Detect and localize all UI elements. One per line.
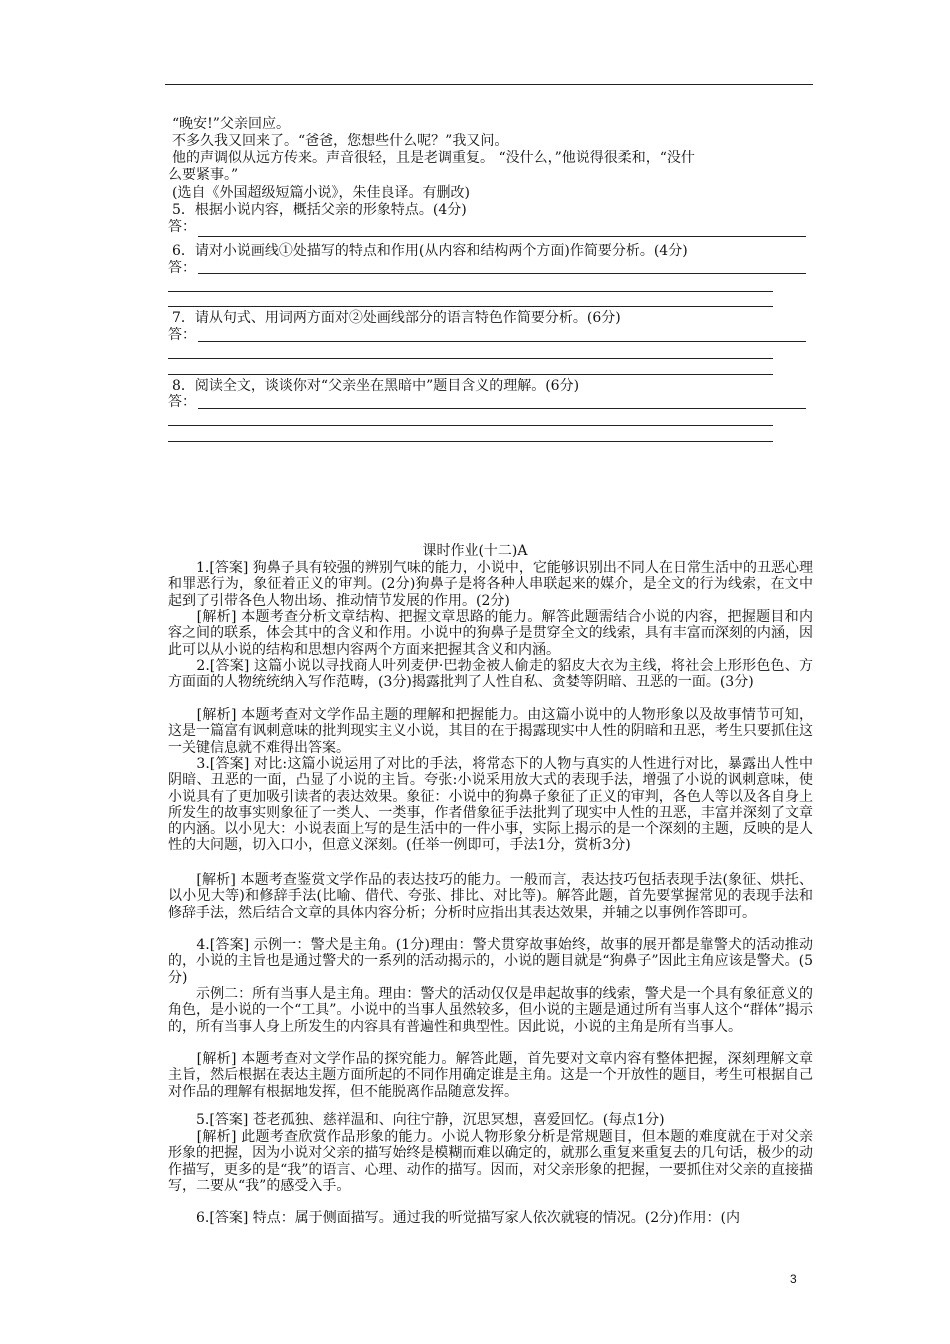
answer-paragraph: [解析] 本题考查对文学作品主题的理解和把握能力。由这篇小说中的人物形象以及故事情节可知，这是一篇富有讽刺意味的批判现实主义小说，其目的在于揭露现实中人性的阴暗和丑恶，考生只要抓住这一关键信息就不难得出答案。 — [168, 707, 813, 756]
story-line: 他的声调似从远方传来。声音很轻，且是老调重复。 “没什么，”他说得很柔和，“没什 — [172, 150, 695, 166]
answer-label-5: 答： — [168, 219, 196, 235]
answer-line-5[interactable] — [198, 236, 806, 237]
answer-line-7[interactable] — [168, 358, 773, 359]
answer-line-8[interactable] — [168, 441, 773, 442]
question-7: 7．请从句式、用词两方面对②处画线部分的语言特色作简要分析。(6分) — [172, 310, 621, 326]
header-rule — [165, 84, 813, 85]
answer-label-6: 答： — [168, 260, 196, 276]
answer-paragraph: [解析] 此题考查欣赏作品形象的能力。小说人物形象分析是常规题目，但本题的难度就在于对父亲形象的把握，因为小说对父亲的描写始终是模糊而难以确定的，就那么重复来重复去的几句话，极少的动作描写，更多的是“我”的语言、心理、动作的描写。因而，对父亲形象的把握，一要抓住对父亲的直接描写，二要从“我”的感受入手。 — [168, 1129, 813, 1194]
answer-line-7[interactable] — [198, 341, 806, 342]
story-line: “晚安!”父亲回应。 — [172, 116, 290, 132]
answer-label-7: 答： — [168, 327, 196, 343]
answer-line-8[interactable] — [168, 425, 773, 426]
answer-paragraph: [解析] 本题考查鉴赏文学作品的表达技巧的能力。一般而言，表达技巧包括表现手法(象征、烘托、以小见大等)和修辞手法(比喻、借代、夸张、排比、对比等)。解答此题，首先要掌握常见的表现手法和修辞手法，然后结合文章的具体内容分析；分析时应指出其表达效果，并辅之以事例作答即可。 — [168, 872, 813, 921]
story-line: 么要紧事。” — [168, 167, 239, 183]
answer-line-6[interactable] — [168, 291, 773, 292]
answer-line-6[interactable] — [198, 273, 806, 274]
answer-paragraph: [解析] 本题考查分析文章结构、把握文章思路的能力。解答此题需结合小说的内容，把握题目和内容之间的联系，体会其中的含义和作用。小说中的狗鼻子是贯穿全文的线索，具有丰富而深刻的内涵，因此可以从小说的结构和思想内容两个方面来把握其含义和内涵。 — [168, 609, 813, 658]
answer-paragraph: 6.[答案] 特点：属于侧面描写。通过我的听觉描写家人依次就寝的情况。(2分)作用：(内 — [168, 1210, 741, 1226]
question-8: 8．阅读全文，谈谈你对“父亲坐在黑暗中”题目含义的理解。(6分) — [172, 378, 580, 394]
answer-paragraph: [解析] 本题考查对文学作品的探究能力。解答此题，首先要对文章内容有整体把握，深刻理解文章主旨，然后根据在表达主题方面所起的不同作用确定谁是主角。这是一个开放性的题目，考生可根据自己对作品的理解有根据地发挥，但不能脱离作品随意发挥。 — [168, 1051, 813, 1100]
question-6: 6．请对小说画线①处描写的特点和作用(从内容和结构两个方面)作简要分析。(4分) — [172, 243, 688, 259]
answer-paragraph: 4.[答案] 示例一：警犬是主角。(1分)理由：警犬贯穿故事始终，故事的展开都是靠警犬的活动推动的，小说的主旨也是通过警犬的一系列的活动揭示的，小说的题目就是“狗鼻子”因此主角应该是警犬。(5分) — [168, 937, 813, 986]
answer-paragraph: 2.[答案] 这篇小说以寻找商人叶列麦伊·巴勃金被人偷走的貂皮大衣为主线，将社会上形形色色、方方面面的人物统统纳入写作范畴，(3分)揭露批判了人性自私、贪婪等阴暗、丑恶的一面。(3分) — [168, 658, 813, 691]
question-5: 5．根据小说内容，概括父亲的形象特点。(4分) — [172, 202, 467, 218]
story-source: (选自《外国超级短篇小说》，朱佳良译。有删改) — [172, 185, 470, 201]
story-line: 不多久我又回来了。“爸爸，您想些什么呢？”我又问。 — [172, 133, 509, 149]
answer-paragraph: 1.[答案] 狗鼻子具有较强的辨别气味的能力，小说中，它能够识别出不同人在日常生活中的丑恶心理和罪恶行为，象征着正义的审判。(2分)狗鼻子是将各种人串联起来的媒介，是全文的行为线索，在文中起到了引带各色人物出场、推动情节发展的作用。(2分) — [168, 560, 813, 609]
answer-paragraph: 5.[答案] 苍老孤独、慈祥温和、向往宁静，沉思冥想，喜爱回忆。(每点1分) — [168, 1112, 665, 1128]
answer-line-8[interactable] — [198, 408, 806, 409]
answer-paragraph: 示例二：所有当事人是主角。理由：警犬的活动仅仅是串起故事的线索，警犬是一个具有象征意义的角色，是小说的一个“工具”。小说中的当事人虽然较多，但小说的主题是通过所有当事人这个“群体”揭示的，所有当事人身上所发生的内容具有普遍性和典型性。因此说，小说的主角是所有当事人。 — [168, 986, 813, 1035]
answer-line-6[interactable] — [168, 306, 773, 307]
answer-line-7[interactable] — [168, 374, 773, 375]
answer-key-title: 课时作业(十二)A — [422, 543, 528, 559]
answer-label-8: 答： — [168, 394, 196, 410]
page-number: 3 — [790, 1272, 797, 1286]
answer-paragraph: 3.[答案] 对比:这篇小说运用了对比的手法，将常态下的人物与真实的人性进行对比，暴露出人性中阴暗、丑恶的一面，凸显了小说的主旨。夸张:小说采用放大式的表现手法，增强了小说的讽刺意味，使小说具有了更加吸引读者的表达效果。象征：小说中的狗鼻子象征了正义的审判，各色人等以及各自身上所发生的故事实则象征了一类人、一类事，作者借象征手法批判了现实中人性的丑恶，丰富并深刻了文章的内涵。以小见大：小说表面上写的是生活中的一件小事，实际上揭示的是一个深刻的主题，反映的是人性的大问题，切入口小，但意义深刻。(任举一例即可，手法1分，赏析3分) — [168, 756, 813, 854]
